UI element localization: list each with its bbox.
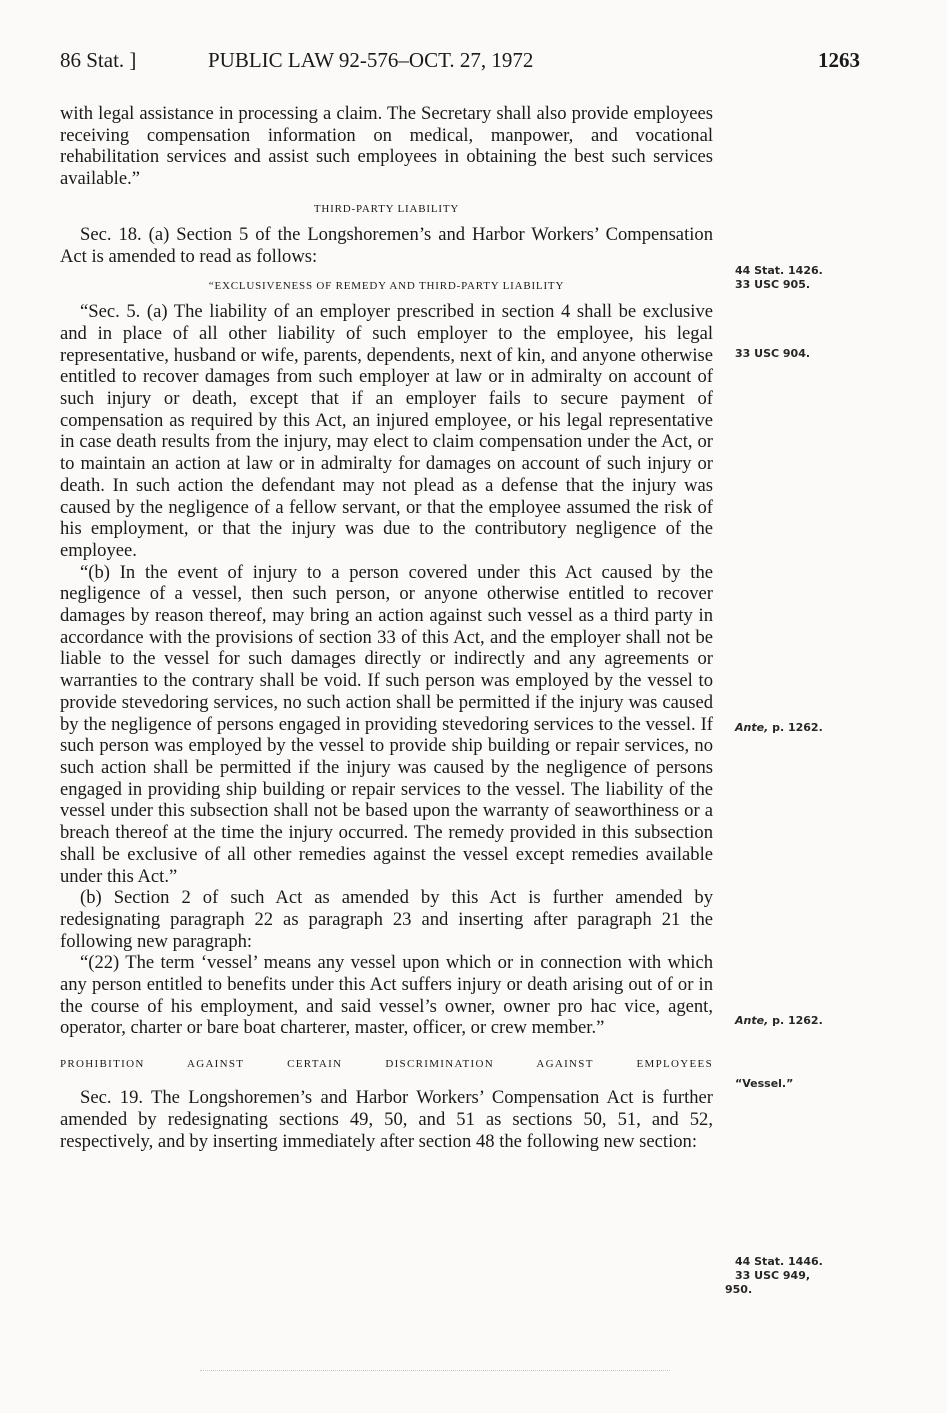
paragraph-sec-5b: “(b) In the event of injury to a person covered under this Act caused by the negligence of a vessel, then such person, or anyone otherwise entitled to recover damages by reason thereof, may bring an action against such vessel as a third party in accordance with the provisions of section 33 of this Act, and the employer shall not be liable to the vessel for such damages directly or indirectly and any agreements or warranties to the contrary shall be void. If such person was employed by the vessel to provide stevedoring services, no such action shall be permitted if the injury was caused by the negligence of persons engaged in providing stevedoring services to the vessel. If such person was employed by the vessel to provide ship building or repair services, no such action shall be permitted if the injury was caused by the negligence of persons engaged in providing ship building or repair services to the vessel. The liability of the vessel under this subsection shall not be based upon the warranty of seaworthiness or a breach thereof at the time the injury occurred. The remedy provided in this subsection shall be exclusive of all other remedies against the vessel except remedies available under this Act.” [60, 561, 713, 887]
margin-note-page: p. 1262. [768, 1014, 823, 1027]
margin-note-44-stat-1426 [735, 264, 850, 292]
margin-note-line: 33 USC 949, [735, 1269, 811, 1282]
margin-note-page: p. 1262. [768, 721, 823, 734]
margin-note-44-stat-1446 [725, 1255, 850, 1297]
running-title: PUBLIC LAW 92-576–OCT. 27, 1972 [208, 48, 534, 72]
margin-note-ante: Ante, [735, 1014, 769, 1027]
margin-note-line: “Vessel.” [735, 1077, 794, 1090]
paragraph-sec-5a: “Sec. 5. (a) The liability of an employer prescribed in section 4 shall be exclusive and in place of all other liability of such employer to the employee, his legal representative, husband or wife, parents, dependents, next of kin, and anyone otherwise entitled to recover damages from such employer at law or in admiralty on account of such injury or death, except that if an employer fails to secure payment of compensation as required by this Act, an injured employee, or his legal representative in case death results from the injury, may elect to claim compensation under the Act, or to maintain an action at law or in admiralty for damages on account of such injury or death. In such action the defendant may not plead as a defense that the injury was caused by the negligence of a fellow servant, or that the employee assumed the risk of his employment, or that the injury was due to the contributory negligence of the employee. [60, 301, 713, 561]
page-number: 1263 [818, 48, 860, 72]
margin-note-line: 33 USC 904. [735, 347, 811, 360]
page-header [60, 48, 860, 72]
body-text [60, 103, 713, 1152]
margin-note-33-usc-904 [735, 347, 850, 361]
margin-note-line: 44 Stat. 1446. [735, 1255, 823, 1268]
paragraph-sec-18a: Sec. 18. (a) Section 5 of the Longshoremen’s and Harbor Workers’ Compensation Act is amended to read as follows: [60, 223, 713, 267]
margin-note-line: 33 USC 905. [735, 278, 811, 291]
margin-note-line: 44 Stat. 1426. [735, 264, 823, 277]
paragraph-sec-18b: (b) Section 2 of such Act as amended by this Act is further amended by redesignating paragraph 22 as paragraph 23 and inserting after paragraph 21 the following new paragraph: [60, 887, 713, 952]
heading-third-party-liability: THIRD-PARTY LIABILITY [313, 202, 460, 215]
margin-note-ante: Ante, [735, 721, 769, 734]
bleed-through-line [200, 1370, 670, 1372]
paragraph-continuation: with legal assistance in processing a claim. The Secretary shall also provide employees receiving compensation information on medical, manpower, and vocational rehabilitation services and assist such employees in obtaining the best such services available.” [60, 103, 713, 190]
paragraph-sec-19: Sec. 19. The Longshoremen’s and Harbor Workers’ Compensation Act is further amended by redesignating sections 49, 50, and 51 as sections 50, 51, and 52, respectively, and by inserting immediately after section 48 the following new section: [60, 1087, 713, 1152]
heading-prohibition-discrimination: PROHIBITION AGAINST CERTAIN DISCRIMINATION AGAINST EMPLOYEES [60, 1058, 713, 1071]
margin-note-ante-1262-b [735, 1014, 850, 1028]
margin-note-line: 950. [725, 1283, 753, 1296]
paragraph-vessel-definition: “(22) The term ‘vessel’ means any vessel upon which or in connection with which any person entitled to benefits under this Act suffers injury or death arising out of or in the course of his employment, and said vessel’s owner, owner pro hac vice, agent, operator, charter or bare boat charterer, master, officer, or crew member.” [60, 952, 713, 1039]
statute-volume: 86 Stat. ] [60, 48, 137, 72]
margin-note-ante-1262-a [735, 721, 850, 735]
heading-exclusiveness-of-remedy: “EXCLUSIVENESS OF REMEDY AND THIRD-PARTY LIABILITY [208, 280, 565, 293]
margin-note-vessel [735, 1077, 850, 1091]
